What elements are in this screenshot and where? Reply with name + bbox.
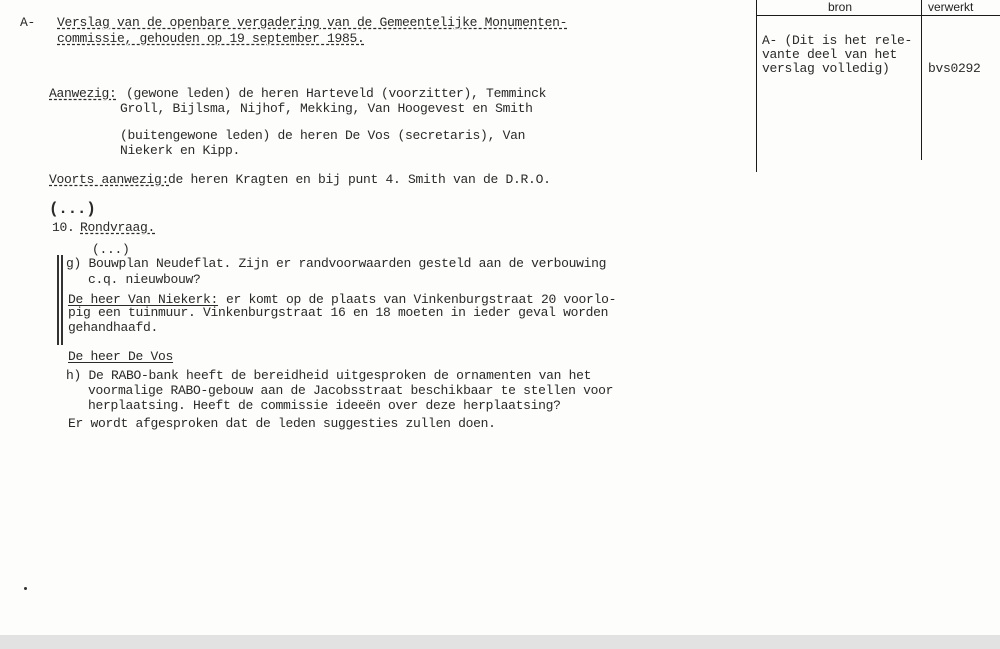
ellipsis-2: (...)	[92, 242, 130, 257]
van-niekerk-line-2: pig een tuinmuur. Vinkenburgstraat 16 en 18 moeten in ieder geval worden	[68, 305, 609, 320]
title-line-2: commissie, gehouden op 19 september 1985.	[57, 31, 365, 46]
closing-sentence: Er wordt afgesproken dat de leden suggesties zullen doen.	[68, 416, 496, 431]
aanwezig-line-2: Groll, Bijlsma, Nijhof, Mekking, Van Hoogevest en Smith	[120, 101, 533, 116]
verwerkt-code: bvs0292	[928, 61, 981, 76]
item-h-line-2: voormalige RABO-gebouw aan de Jacobsstraat beschikbaar te stellen voor	[88, 383, 614, 398]
item-10-label: Rondvraag.	[80, 220, 156, 235]
item-h-line-1: h) De RABO-bank heeft de bereidheid uitgesproken de ornamenten van het	[66, 368, 592, 383]
item-h-line-3: herplaatsing. Heeft de commissie ideeën over deze herplaatsing?	[88, 398, 561, 413]
voorts-aanwezig-text: de heren Kragten en bij punt 4. Smith van de D.R.O.	[168, 172, 551, 187]
scan-edge	[0, 635, 1000, 649]
item-10-number: 10.	[52, 220, 75, 235]
voorts-aanwezig-label: Voorts aanwezig:	[49, 172, 170, 187]
margin-bar-1	[57, 255, 59, 345]
item-g-line-1: g) Bouwplan Neudeflat. Zijn er randvoorwaarden gesteld aan de verbouwing	[66, 256, 607, 271]
bron-note-line-2: vante deel van het	[762, 47, 898, 62]
table-left-rule	[756, 0, 757, 172]
van-niekerk-text: er komt op de plaats van Vinkenburgstraat 20 voorlo-	[226, 292, 617, 307]
column-header-verwerkt: verwerkt	[928, 0, 974, 14]
de-vos-label: De heer De Vos	[68, 349, 174, 364]
title-line-1: Verslag van de openbare vergadering van de Gemeentelijke Monumenten-	[57, 15, 568, 30]
margin-bar-2	[61, 255, 63, 345]
aanwezig-text: (gewone leden) de heren Harteveld (voorzitter), Temminck	[126, 86, 547, 101]
aanwezig-label: Aanwezig:	[49, 86, 117, 101]
table-mid-rule	[921, 0, 922, 160]
item-g-line-2: c.q. nieuwbouw?	[88, 272, 201, 287]
section-marker: A-	[20, 15, 36, 30]
van-niekerk-line-3: gehandhaafd.	[68, 320, 159, 335]
buitengewone-line-2: Niekerk en Kipp.	[120, 143, 241, 158]
bron-note-line-3: verslag volledig)	[762, 61, 890, 76]
punch-mark	[24, 587, 27, 590]
column-header-bron: bron	[828, 0, 853, 14]
buitengewone-line-1: (buitengewone leden) de heren De Vos (secretaris), Van	[120, 128, 526, 143]
table-header-rule	[756, 15, 1000, 16]
van-niekerk-label: De heer Van Niekerk:	[68, 292, 219, 307]
bron-note-line-1: A- (Dit is het rele-	[762, 33, 913, 48]
ellipsis-1: (...)	[49, 200, 96, 218]
